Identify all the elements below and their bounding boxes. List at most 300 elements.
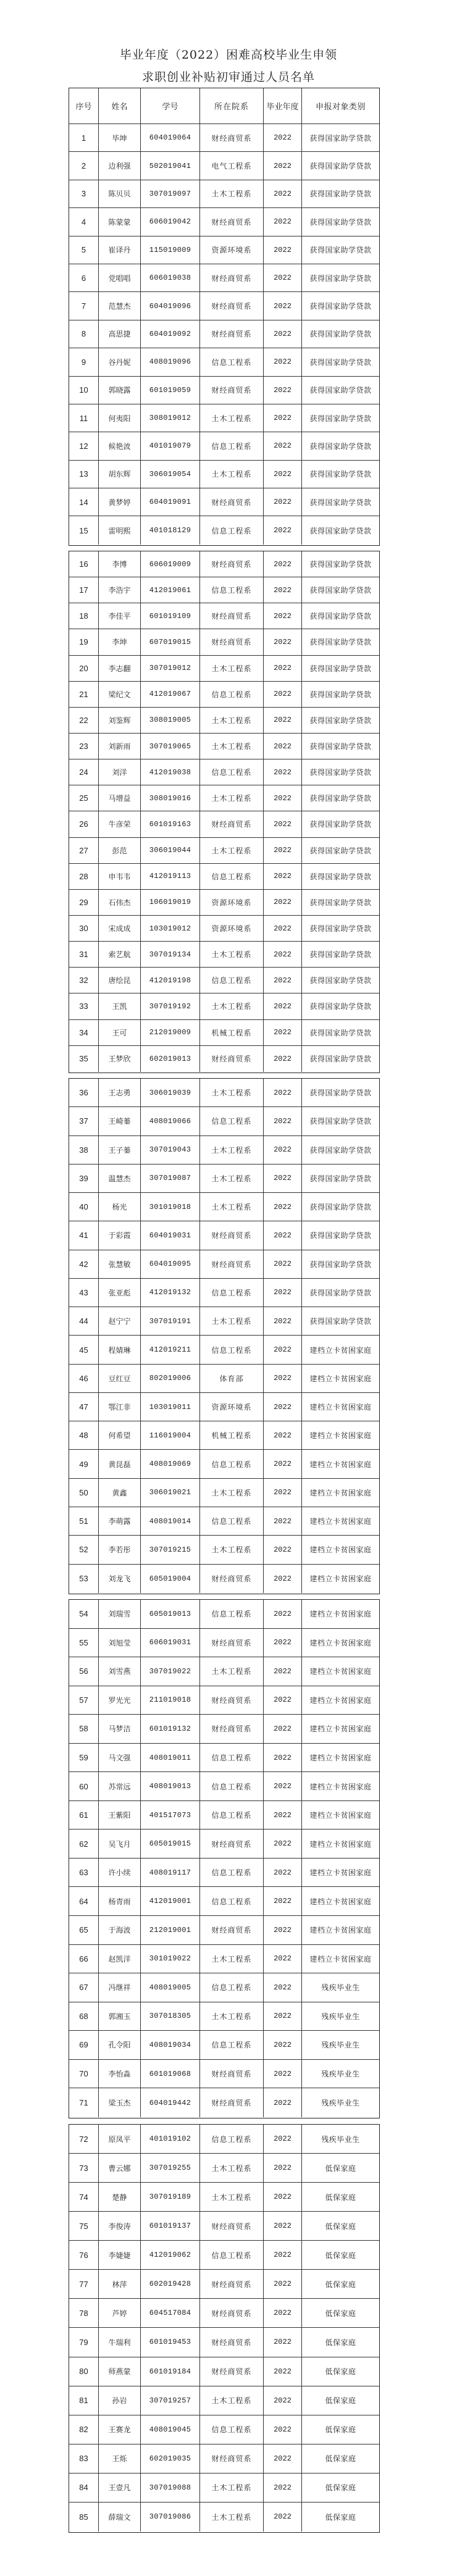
table-row: [69, 1945, 379, 1974]
cell-department: 财经商贸系: [200, 1046, 264, 1072]
cell-grad-year: 2022: [264, 2415, 302, 2444]
cell-category: 低保家庭: [325, 2309, 356, 2318]
table-row: [69, 682, 379, 708]
cell-student-id: 307019043: [141, 1136, 200, 1164]
cell-seq: 24: [69, 759, 99, 785]
cell-category: 建档立卡贫困家庭: [309, 1431, 372, 1441]
cell-name: 陈贝贝: [99, 180, 141, 207]
cell-name: 边利强: [99, 152, 141, 179]
cell-department: 信息工程系: [200, 2241, 264, 2269]
cell-name: 黄鑫: [99, 1479, 141, 1507]
cell-student-id: 115019009: [141, 236, 200, 264]
cell-department: 财经商贸系: [200, 2328, 264, 2356]
cell-department: 信息工程系: [200, 432, 264, 459]
cell-name: 刘瑞雪: [99, 1600, 141, 1628]
cell-seq: 40: [69, 1193, 99, 1221]
cell-student-id: 211019018: [141, 1686, 200, 1715]
cell-seq: 60: [69, 1772, 99, 1800]
cell-grad-year: 2022: [264, 488, 302, 516]
cell-grad-year: 2022: [264, 1020, 302, 1045]
cell-name: 崔译丹: [99, 236, 141, 264]
cell-category: 获得国家助学贷款: [309, 690, 372, 699]
table-row: [69, 320, 379, 348]
cell-department: 财经商贸系: [200, 1916, 264, 1944]
table-row: [69, 1136, 379, 1165]
cell-name: 李萌露: [99, 1507, 141, 1535]
cell-department: 信息工程系: [200, 864, 264, 889]
cell-name: 王子蓁: [99, 1136, 141, 1164]
cell-seq: 32: [69, 968, 99, 993]
cell-seq: 54: [69, 1600, 99, 1628]
table-row: [69, 1686, 379, 1715]
cell-grad-year: 2022: [264, 124, 302, 151]
cell-grad-year: 2022: [264, 461, 302, 488]
cell-seq: 25: [69, 785, 99, 811]
cell-student-id: 306019044: [141, 838, 200, 863]
cell-category: 获得国家助学贷款: [309, 217, 372, 227]
cell-department: 信息工程系: [200, 1107, 264, 1135]
table-row: [69, 734, 379, 759]
cell-seq: 45: [69, 1336, 99, 1363]
cell-name: 宋成成: [99, 916, 141, 941]
table-row: [69, 1307, 379, 1336]
cell-seq: 39: [69, 1165, 99, 1192]
cell-category: 获得国家助学贷款: [309, 742, 372, 751]
cell-student-id: 401019102: [141, 2125, 200, 2153]
cell-seq: 76: [69, 2241, 99, 2269]
cell-category: 获得国家助学贷款: [309, 133, 372, 143]
cell-category: 低保家庭: [325, 2338, 356, 2347]
table-row: [69, 2474, 379, 2503]
cell-department: 财经商贸系: [200, 208, 264, 235]
column-header-seq: 序号: [69, 88, 99, 123]
table-row: [69, 708, 379, 734]
table-row: [69, 1657, 379, 1686]
cell-seq: 46: [69, 1365, 99, 1392]
cell-grad-year: 2022: [264, 2444, 302, 2473]
table-row: [69, 890, 379, 916]
table-row: [69, 2212, 379, 2241]
cell-grad-year: 2022: [264, 1859, 302, 1887]
cell-grad-year: 2022: [264, 942, 302, 967]
cell-student-id: 604019091: [141, 488, 200, 516]
table-row: [69, 1020, 379, 1046]
table-row: [69, 1079, 379, 1107]
table-row: [69, 516, 379, 544]
cell-name: 马梦洁: [99, 1715, 141, 1743]
table-row: [69, 1336, 379, 1364]
cell-department: 土木工程系: [200, 2474, 264, 2502]
cell-seq: 35: [69, 1046, 99, 1072]
cell-category: 获得国家助学贷款: [309, 1055, 372, 1064]
cell-department: 土木工程系: [200, 180, 264, 207]
column-header-student-id: 学号: [141, 88, 200, 123]
cell-seq: 75: [69, 2212, 99, 2240]
table-row: [69, 1365, 379, 1393]
cell-category: 获得国家助学贷款: [309, 872, 372, 881]
cell-department: 财经商贸系: [200, 124, 264, 151]
cell-department: 土木工程系: [200, 734, 264, 759]
cell-grad-year: 2022: [264, 2060, 302, 2088]
cell-department: 信息工程系: [200, 348, 264, 375]
cell-grad-year: 2022: [264, 1450, 302, 1478]
cell-seq: 7: [69, 292, 99, 319]
cell-department: 土木工程系: [200, 1136, 264, 1164]
cell-name: 李俊涛: [99, 2212, 141, 2240]
cell-student-id: 601019137: [141, 2212, 200, 2240]
cell-name: 王紫阳: [99, 1801, 141, 1830]
cell-seq: 3: [69, 180, 99, 207]
cell-grad-year: 2022: [264, 734, 302, 759]
cell-student-id: 604019442: [141, 2088, 200, 2117]
cell-student-id: 306019021: [141, 1479, 200, 1507]
cell-department: 体育部: [200, 1365, 264, 1392]
table-row: [69, 1507, 379, 1536]
cell-grad-year: 2022: [264, 656, 302, 681]
cell-name: 杨青雨: [99, 1887, 141, 1915]
cell-category: 建档立卡贫困家庭: [309, 1460, 372, 1469]
cell-department: 土木工程系: [200, 1479, 264, 1507]
cell-student-id: 606019042: [141, 208, 200, 235]
cell-seq: 79: [69, 2328, 99, 2356]
cell-name: 何夷阳: [99, 404, 141, 432]
cell-student-id: 408019066: [141, 1107, 200, 1135]
cell-category: 获得国家助学贷款: [309, 716, 372, 725]
cell-category: 建档立卡贫困家庭: [309, 1868, 372, 1878]
cell-student-id: 408019069: [141, 1450, 200, 1478]
cell-seq: 12: [69, 432, 99, 459]
cell-seq: 1: [69, 124, 99, 151]
cell-department: 土木工程系: [200, 1079, 264, 1106]
cell-grad-year: 2022: [264, 348, 302, 375]
cell-name: 薛瑞文: [99, 2503, 141, 2532]
cell-category: 获得国家助学贷款: [309, 246, 372, 255]
cell-department: 土木工程系: [200, 2154, 264, 2182]
cell-seq: 16: [69, 551, 99, 577]
cell-name: 王烁: [99, 2444, 141, 2473]
cell-name: 李博: [99, 551, 141, 577]
cell-seq: 13: [69, 461, 99, 488]
cell-grad-year: 2022: [264, 180, 302, 207]
cell-name: 范慧杰: [99, 292, 141, 319]
table-row: [69, 1887, 379, 1916]
cell-seq: 30: [69, 916, 99, 941]
cell-seq: 37: [69, 1107, 99, 1135]
table-row: [69, 838, 379, 864]
cell-name: 豆红豆: [99, 1365, 141, 1392]
cell-name: 王壹凡: [99, 2474, 141, 2502]
table-row: [69, 656, 379, 682]
cell-category: 获得国家助学贷款: [309, 1145, 372, 1155]
cell-seq: 50: [69, 1479, 99, 1507]
cell-seq: 55: [69, 1629, 99, 1657]
cell-category: 获得国家助学贷款: [309, 162, 372, 171]
cell-category: 获得国家助学贷款: [309, 846, 372, 855]
cell-category: 获得国家助学贷款: [309, 664, 372, 673]
cell-seq: 31: [69, 942, 99, 967]
cell-category: 获得国家助学贷款: [309, 526, 372, 535]
table-row: [69, 785, 379, 811]
table-header-row: [69, 88, 379, 124]
cell-grad-year: 2022: [264, 404, 302, 432]
cell-student-id: 408019011: [141, 1744, 200, 1772]
cell-seq: 38: [69, 1136, 99, 1164]
cell-seq: 49: [69, 1450, 99, 1478]
cell-category: 建档立卡贫困家庭: [309, 1517, 372, 1526]
cell-name: 刘新雨: [99, 734, 141, 759]
cell-seq: 63: [69, 1859, 99, 1887]
column-header-grad-year: 毕业年度: [264, 88, 302, 123]
cell-name: 杨光: [99, 1193, 141, 1221]
cell-student-id: 408019045: [141, 2415, 200, 2444]
cell-grad-year: 2022: [264, 1973, 302, 2002]
cell-student-id: 607019015: [141, 629, 200, 654]
cell-student-id: 604019096: [141, 292, 200, 319]
cell-student-id: 306019039: [141, 1079, 200, 1106]
cell-name: 芦婷: [99, 2299, 141, 2327]
cell-student-id: 502019041: [141, 152, 200, 179]
cell-department: 土木工程系: [200, 838, 264, 863]
cell-seq: 44: [69, 1307, 99, 1335]
cell-grad-year: 2022: [264, 1336, 302, 1363]
cell-name: 李怡淼: [99, 2060, 141, 2088]
cell-department: 财经商贸系: [200, 2444, 264, 2473]
cell-grad-year: 2022: [264, 708, 302, 733]
cell-department: 信息工程系: [200, 1336, 264, 1363]
table-row: [69, 1479, 379, 1507]
cell-grad-year: 2022: [264, 2386, 302, 2415]
cell-name: 刘鉴辉: [99, 708, 141, 733]
cell-department: 资源环境系: [200, 890, 264, 915]
cell-grad-year: 2022: [264, 1657, 302, 1686]
cell-department: 土木工程系: [200, 708, 264, 733]
cell-category: 建档立卡贫困家庭: [309, 1811, 372, 1820]
table-row: [69, 264, 379, 292]
cell-seq: 34: [69, 1020, 99, 1045]
table-row: [69, 180, 379, 208]
cell-student-id: 308019005: [141, 708, 200, 733]
cell-grad-year: 2022: [264, 2088, 302, 2117]
cell-seq: 20: [69, 656, 99, 681]
cell-department: 信息工程系: [200, 1801, 264, 1830]
cell-student-id: 307019257: [141, 2386, 200, 2415]
cell-name: 李若彤: [99, 1536, 141, 1563]
cell-department: 信息工程系: [200, 1507, 264, 1535]
cell-grad-year: 2022: [264, 152, 302, 179]
table-row: [69, 1916, 379, 1945]
cell-category: 建档立卡贫困家庭: [309, 1696, 372, 1705]
cell-category: 获得国家助学贷款: [309, 1028, 372, 1037]
table-row: [69, 432, 379, 460]
cell-name: 刘龙飞: [99, 1565, 141, 1593]
cell-name: 王梦欣: [99, 1046, 141, 1072]
cell-department: 土木工程系: [200, 2386, 264, 2415]
cell-grad-year: 2022: [264, 682, 302, 707]
cell-seq: 65: [69, 1916, 99, 1944]
table-row: [69, 1600, 379, 1629]
column-header-department: 所在院系: [200, 88, 264, 123]
cell-grad-year: 2022: [264, 785, 302, 811]
cell-department: 财经商贸系: [200, 2357, 264, 2386]
cell-seq: 10: [69, 377, 99, 404]
table-row: [69, 1801, 379, 1830]
cell-department: 土木工程系: [200, 785, 264, 811]
table-row: [69, 629, 379, 655]
cell-grad-year: 2022: [264, 1165, 302, 1192]
cell-student-id: 412019038: [141, 759, 200, 785]
cell-grad-year: 2022: [264, 1136, 302, 1164]
cell-seq: 71: [69, 2088, 99, 2117]
cell-seq: 28: [69, 864, 99, 889]
table-row: [69, 2241, 379, 2270]
cell-name: 王志勇: [99, 1079, 141, 1106]
cell-seq: 61: [69, 1801, 99, 1830]
table-row: [69, 348, 379, 376]
cell-category: 建档立卡贫困家庭: [309, 1839, 372, 1849]
cell-grad-year: 2022: [264, 2270, 302, 2298]
table-row: [69, 404, 379, 432]
table-row: [69, 2357, 379, 2386]
cell-name: 何希望: [99, 1421, 141, 1449]
cell-grad-year: 2022: [264, 577, 302, 603]
cell-department: 财经商贸系: [200, 2060, 264, 2088]
cell-student-id: 212019001: [141, 1916, 200, 1944]
cell-category: 获得国家助学贷款: [309, 386, 372, 395]
cell-seq: 66: [69, 1945, 99, 1973]
cell-name: 温慧杰: [99, 1165, 141, 1192]
cell-name: 黄昆磊: [99, 1450, 141, 1478]
cell-student-id: 605019015: [141, 1830, 200, 1858]
cell-student-id: 307019087: [141, 1165, 200, 1192]
cell-student-id: 412019061: [141, 577, 200, 603]
cell-name: 黄梦婷: [99, 488, 141, 516]
cell-grad-year: 2022: [264, 1629, 302, 1657]
cell-category: 残疾毕业生: [321, 2070, 360, 2079]
cell-student-id: 602019035: [141, 2444, 200, 2473]
cell-category: 获得国家助学贷款: [309, 1288, 372, 1297]
cell-category: 获得国家助学贷款: [309, 498, 372, 507]
cell-category: 获得国家助学贷款: [309, 274, 372, 283]
cell-name: 石伟杰: [99, 890, 141, 915]
cell-category: 低保家庭: [325, 2483, 356, 2493]
cell-seq: 74: [69, 2183, 99, 2211]
cell-department: 土木工程系: [200, 942, 264, 967]
cell-grad-year: 2022: [264, 1107, 302, 1135]
table-page-1: [69, 88, 380, 546]
table-row: [69, 1450, 379, 1478]
document-title-line1: 毕业年度（2022）困难高校毕业生申领: [119, 48, 338, 62]
table-row: [69, 2503, 379, 2532]
cell-category: 获得国家助学贷款: [309, 414, 372, 423]
cell-department: 土木工程系: [200, 1307, 264, 1335]
cell-name: 王崎蓁: [99, 1107, 141, 1135]
cell-grad-year: 2022: [264, 292, 302, 319]
cell-seq: 64: [69, 1887, 99, 1915]
cell-department: 信息工程系: [200, 759, 264, 785]
cell-seq: 26: [69, 811, 99, 837]
table-page-4: [69, 1599, 380, 2118]
cell-category: 获得国家助学贷款: [309, 441, 372, 451]
cell-department: 信息工程系: [200, 2415, 264, 2444]
cell-grad-year: 2022: [264, 432, 302, 459]
cell-category: 建档立卡贫困家庭: [309, 1897, 372, 1906]
cell-department: 信息工程系: [200, 1772, 264, 1800]
cell-grad-year: 2022: [264, 1916, 302, 1944]
cell-department: 财经商贸系: [200, 603, 264, 629]
table-row: [69, 968, 379, 993]
cell-category: 低保家庭: [325, 2454, 356, 2464]
cell-student-id: 601019132: [141, 1715, 200, 1743]
cell-grad-year: 2022: [264, 864, 302, 889]
cell-category: 获得国家助学贷款: [309, 1089, 372, 1098]
cell-department: 土木工程系: [200, 1165, 264, 1192]
table-row: [69, 1536, 379, 1564]
table-row: [69, 2183, 379, 2212]
cell-seq: 69: [69, 2031, 99, 2059]
cell-category: 建档立卡贫困家庭: [309, 1782, 372, 1791]
cell-category: 建档立卡贫困家庭: [309, 1725, 372, 1734]
cell-grad-year: 2022: [264, 968, 302, 993]
cell-seq: 80: [69, 2357, 99, 2386]
cell-department: 土木工程系: [200, 2183, 264, 2211]
cell-seq: 58: [69, 1715, 99, 1743]
cell-grad-year: 2022: [264, 1887, 302, 1915]
cell-name: 师燕蒙: [99, 2357, 141, 2386]
cell-grad-year: 2022: [264, 993, 302, 1019]
cell-department: 信息工程系: [200, 1450, 264, 1478]
cell-student-id: 604517084: [141, 2299, 200, 2327]
cell-name: 李佳平: [99, 603, 141, 629]
cell-seq: 5: [69, 236, 99, 264]
cell-name: 梁纪文: [99, 682, 141, 707]
cell-grad-year: 2022: [264, 1046, 302, 1072]
table-row: [69, 461, 379, 488]
cell-student-id: 301019018: [141, 1193, 200, 1221]
cell-student-id: 604019095: [141, 1250, 200, 1278]
cell-student-id: 602019428: [141, 2270, 200, 2298]
cell-seq: 41: [69, 1221, 99, 1249]
cell-seq: 14: [69, 488, 99, 516]
cell-name: 申韦韦: [99, 864, 141, 889]
table-row: [69, 759, 379, 785]
cell-seq: 68: [69, 2002, 99, 2031]
table-row: [69, 1565, 379, 1593]
cell-category: 残疾毕业生: [321, 2041, 360, 2050]
cell-name: 王凯: [99, 993, 141, 1019]
cell-department: 信息工程系: [200, 1859, 264, 1887]
cell-student-id: 604019092: [141, 320, 200, 348]
cell-name: 牛彦荣: [99, 811, 141, 837]
cell-student-id: 307019192: [141, 993, 200, 1019]
table-row: [69, 1421, 379, 1450]
cell-seq: 36: [69, 1079, 99, 1106]
cell-seq: 21: [69, 682, 99, 707]
cell-name: 彭范: [99, 838, 141, 863]
cell-grad-year: 2022: [264, 1686, 302, 1715]
cell-category: 获得国家助学贷款: [309, 898, 372, 907]
cell-grad-year: 2022: [264, 2474, 302, 2502]
cell-name: 胡东辉: [99, 461, 141, 488]
table-row: [69, 2088, 379, 2117]
cell-seq: 62: [69, 1830, 99, 1858]
table-row: [69, 2002, 379, 2031]
cell-category: 建档立卡贫困家庭: [309, 1545, 372, 1555]
cell-grad-year: 2022: [264, 1801, 302, 1830]
cell-grad-year: 2022: [264, 916, 302, 941]
cell-category: 获得国家助学贷款: [309, 1117, 372, 1126]
cell-department: 信息工程系: [200, 577, 264, 603]
cell-department: 信息工程系: [200, 1279, 264, 1307]
